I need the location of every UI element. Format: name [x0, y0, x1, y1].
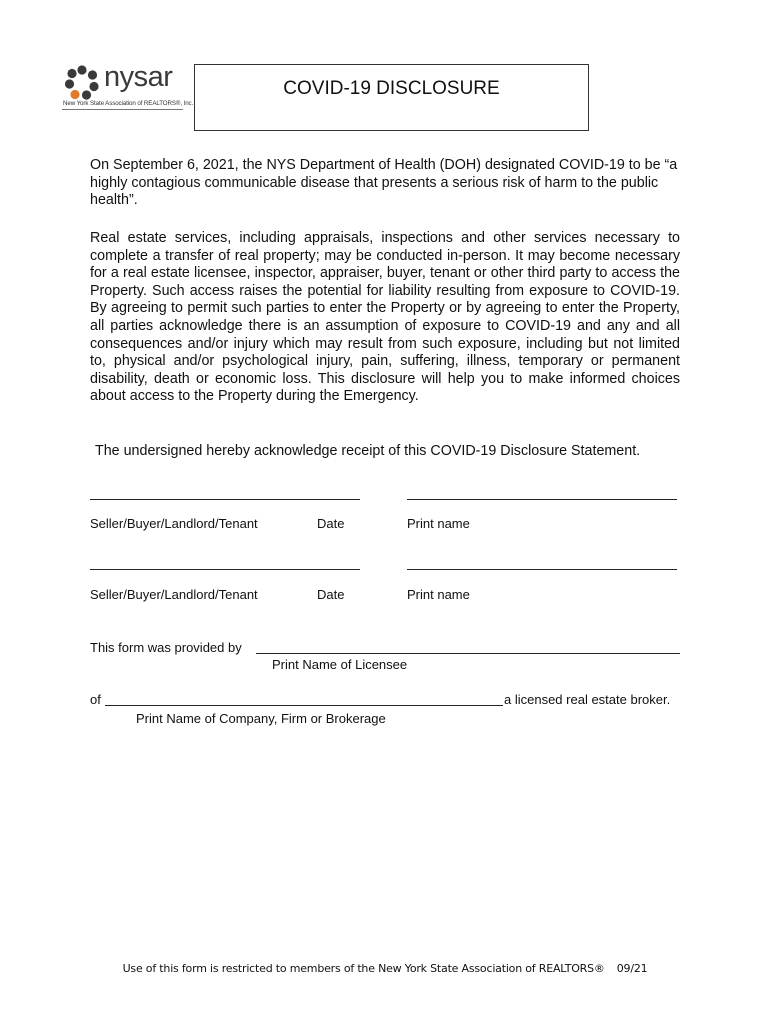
nysar-emblem-icon	[64, 64, 100, 100]
provided-by-prefix: This form was provided by	[90, 640, 242, 655]
page-title: COVID-19 DISCLOSURE	[283, 78, 500, 99]
footer-notice: Use of this form is restricted to members of the New York State Association of REALTORS®	[122, 962, 605, 975]
signature-party-label-2: Seller/Buyer/Landlord/Tenant	[90, 587, 258, 602]
company-label: Print Name of Company, Firm or Brokerage	[136, 711, 386, 726]
signature-date-label-1: Date	[317, 516, 345, 531]
licensee-label: Print Name of Licensee	[272, 657, 408, 672]
signature-line-2[interactable]	[90, 569, 360, 570]
footer-version: 09/21	[616, 962, 648, 975]
footer	[0, 962, 770, 975]
logo-wordmark: nysar	[104, 61, 173, 93]
company-name-line[interactable]	[105, 692, 503, 706]
title-box	[194, 64, 589, 131]
logo-tagline: New York State Association of REALTORS®, Inc.	[63, 100, 194, 107]
of-prefix: of	[90, 692, 101, 707]
print-name-line-2[interactable]	[407, 569, 677, 570]
broker-suffix: a licensed real estate broker.	[504, 692, 671, 707]
print-name-label-1: Print name	[407, 516, 470, 531]
paragraph-real-estate-services: Real estate services, including appraisals, inspections and other services necessary to complete a transfer of real property; may be conducted in-person. It may become necessary for a real estate licensee, inspector, appraiser, buyer, tenant or other third party to access the Property. Such access raises the potential for liability resulting from exposure to COVID-19. By agreeing to permit such parties to enter the Property or by agreeing to enter the Property, all parties acknowledge there is an assumption of exposure to COVID-19 and any and all consequences and/or injury which may result from such exposure, including but not limited to, physical and/or psychological injury, pain, suffering, illness, temporary or permanent disability, death or economic loss. This disclosure will help you to make informed choices about access to the Property during the Emergency.	[90, 230, 680, 405]
print-name-label-2: Print name	[407, 587, 470, 602]
paragraph-doh-designation: On September 6, 2021, the NYS Department of Health (DOH) designated COVID-19 to be “a highly contagious communicable disease that presents a serious risk of harm to the public health”.	[90, 157, 678, 209]
nysar-logo	[62, 61, 194, 113]
signature-date-label-2: Date	[317, 587, 345, 602]
logo-underline	[62, 109, 183, 110]
signature-party-label-1: Seller/Buyer/Landlord/Tenant	[90, 516, 258, 531]
print-name-line-1[interactable]	[407, 499, 677, 500]
licensee-name-line[interactable]	[256, 640, 680, 654]
signature-line-1[interactable]	[90, 499, 360, 500]
acknowledgement-statement: The undersigned hereby acknowledge receipt of this COVID-19 Disclosure Statement.	[95, 443, 641, 459]
